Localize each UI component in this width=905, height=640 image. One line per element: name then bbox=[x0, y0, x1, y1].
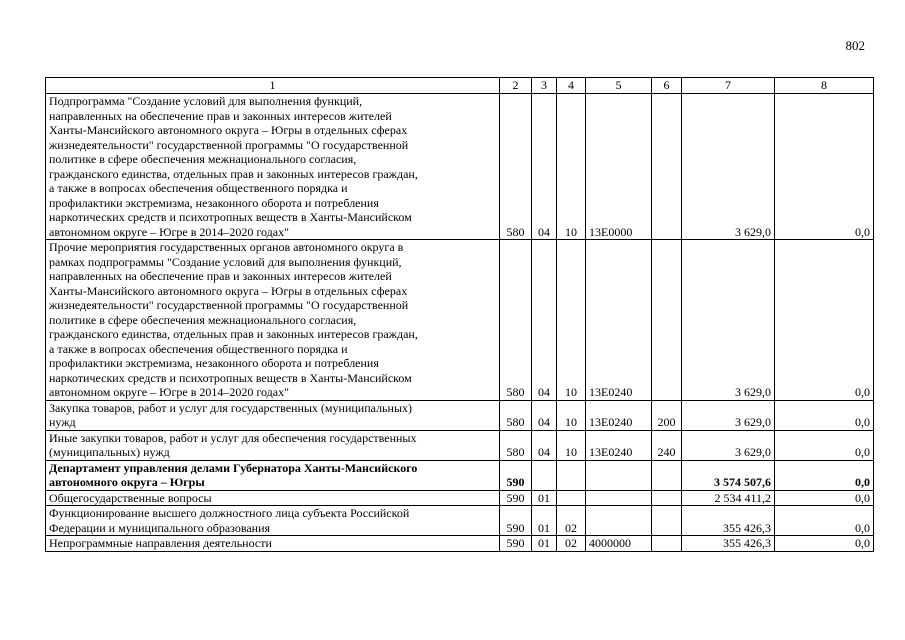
cell-col-4: 02 bbox=[557, 536, 586, 552]
cell-col-4: 10 bbox=[557, 430, 586, 460]
cell-col-2: 590 bbox=[500, 536, 532, 552]
row-description bbox=[46, 506, 500, 536]
cell-col-8: 0,0 bbox=[775, 400, 874, 430]
description-line: нужд bbox=[49, 415, 76, 429]
cell-col-5: 13Е0240 bbox=[586, 430, 652, 460]
description-line: направленных на обеспечение прав и законных интересов жителей bbox=[49, 269, 392, 283]
column-header: 4 bbox=[557, 78, 586, 94]
cell-col-3: 04 bbox=[532, 430, 557, 460]
table-row bbox=[46, 400, 874, 430]
cell-col-2: 580 bbox=[500, 400, 532, 430]
row-description bbox=[46, 400, 500, 430]
description-line: Департамент управления делами Губернатора Ханты-Мансийского bbox=[49, 460, 418, 475]
cell-col-8: 0,0 bbox=[775, 240, 874, 401]
description-line: направленных на обеспечение прав и законных интересов жителей bbox=[49, 108, 392, 123]
cell-col-2: 590 bbox=[500, 506, 532, 536]
cell-col-6 bbox=[652, 94, 682, 240]
cell-col-3: 04 bbox=[532, 94, 557, 240]
description-line: Функционирование высшего должностного лица субъекта Российской bbox=[49, 506, 410, 520]
cell-col-5 bbox=[586, 490, 652, 506]
cell-col-6: 200 bbox=[652, 400, 682, 430]
row-description bbox=[46, 460, 500, 490]
cell-col-6 bbox=[652, 536, 682, 552]
cell-col-3: 01 bbox=[532, 536, 557, 552]
cell-col-7: 355 426,3 bbox=[682, 506, 775, 536]
description-line: Закупка товаров, работ и услуг для государственных (муниципальных) bbox=[49, 400, 413, 415]
table-row bbox=[46, 430, 874, 460]
description-line: Подпрограмма "Создание условий для выполнения функций, bbox=[49, 94, 363, 108]
cell-col-5 bbox=[586, 506, 652, 536]
description-line: Общегосударственные вопросы bbox=[49, 490, 212, 505]
cell-col-2: 580 bbox=[500, 94, 532, 240]
cell-col-8: 0,0 bbox=[775, 94, 874, 240]
description-line: гражданского единства, отдельных прав и законных интересов граждан, bbox=[49, 327, 418, 341]
description-line: наркотических средств и психотропных веществ в Ханты-Мансийском bbox=[49, 370, 412, 385]
description-line: жизнедеятельности" государственной программы "О государственной bbox=[49, 298, 409, 312]
column-header: 6 bbox=[652, 78, 682, 94]
cell-col-5: 13Е0240 bbox=[586, 400, 652, 430]
cell-col-5: 13Е0000 bbox=[586, 94, 652, 240]
description-line: профилактики экстремизма, незаконного оборота и потребления bbox=[49, 356, 379, 370]
cell-col-6: 240 bbox=[652, 430, 682, 460]
description-line: гражданского единства, отдельных прав и законных интересов граждан, bbox=[49, 166, 418, 181]
row-description bbox=[46, 536, 500, 552]
budget-table bbox=[45, 77, 874, 552]
cell-col-8: 0,0 bbox=[775, 536, 874, 552]
table-row bbox=[46, 460, 874, 490]
cell-col-4: 10 bbox=[557, 94, 586, 240]
cell-col-2: 580 bbox=[500, 240, 532, 401]
cell-col-8: 0,0 bbox=[775, 460, 874, 490]
column-header: 2 bbox=[500, 78, 532, 94]
column-header: 3 bbox=[532, 78, 557, 94]
cell-col-4: 10 bbox=[557, 400, 586, 430]
description-line: автономном округе – Югре в 2014–2020 годах" bbox=[49, 224, 289, 239]
description-line: наркотических средств и психотропных веществ в Ханты-Мансийском bbox=[49, 210, 412, 224]
description-line: политике в сфере обеспечения межнационального согласия, bbox=[49, 152, 357, 166]
cell-col-5 bbox=[586, 460, 652, 490]
cell-col-8: 0,0 bbox=[775, 430, 874, 460]
cell-col-2: 580 bbox=[500, 430, 532, 460]
column-header: 5 bbox=[586, 78, 652, 94]
row-description bbox=[46, 490, 500, 506]
cell-col-3: 01 bbox=[532, 490, 557, 506]
cell-col-4 bbox=[557, 490, 586, 506]
column-header: 8 bbox=[775, 78, 874, 94]
description-line: Федерации и муниципального образования bbox=[49, 520, 271, 535]
cell-col-3: 04 bbox=[532, 240, 557, 401]
description-line: Иные закупки товаров, работ и услуг для обеспечения государственных bbox=[49, 430, 417, 445]
description-line: профилактики экстремизма, незаконного оборота и потребления bbox=[49, 195, 379, 210]
cell-col-6 bbox=[652, 460, 682, 490]
table-row bbox=[46, 490, 874, 506]
cell-col-3: 04 bbox=[532, 400, 557, 430]
cell-col-4 bbox=[557, 460, 586, 490]
description-line: жизнедеятельности" государственной программы "О государственной bbox=[49, 137, 409, 152]
description-line: а также в вопросах обеспечения общественного порядка и bbox=[49, 341, 348, 356]
cell-col-6 bbox=[652, 240, 682, 401]
cell-col-3 bbox=[532, 460, 557, 490]
cell-col-7: 3 629,0 bbox=[682, 94, 775, 240]
cell-col-2: 590 bbox=[500, 490, 532, 506]
table-row bbox=[46, 240, 874, 401]
cell-col-4: 02 bbox=[557, 506, 586, 536]
description-line: автономного округа – Югры bbox=[49, 475, 205, 489]
cell-col-2: 590 bbox=[500, 460, 532, 490]
cell-col-7: 3 629,0 bbox=[682, 400, 775, 430]
cell-col-7: 3 574 507,6 bbox=[682, 460, 775, 490]
column-header: 7 bbox=[682, 78, 775, 94]
description-line: Ханты-Мансийского автономного округа – Югры в отдельных сферах bbox=[49, 283, 408, 298]
cell-col-4: 10 bbox=[557, 240, 586, 401]
cell-col-5: 4000000 bbox=[586, 536, 652, 552]
cell-col-5: 13Е0240 bbox=[586, 240, 652, 401]
row-description bbox=[46, 430, 500, 460]
description-line: (муниципальных) нужд bbox=[49, 445, 170, 459]
row-description bbox=[46, 240, 500, 401]
description-line: автономном округе – Югре в 2014–2020 годах" bbox=[49, 385, 289, 399]
cell-col-7: 355 426,3 bbox=[682, 536, 775, 552]
cell-col-8: 0,0 bbox=[775, 490, 874, 506]
cell-col-6 bbox=[652, 490, 682, 506]
table-row bbox=[46, 506, 874, 536]
cell-col-7: 2 534 411,2 bbox=[682, 490, 775, 506]
row-description bbox=[46, 94, 500, 240]
table-row bbox=[46, 94, 874, 240]
description-line: рамках подпрограммы "Создание условий для выполнения функций, bbox=[49, 254, 402, 269]
cell-col-8: 0,0 bbox=[775, 506, 874, 536]
page-number: 802 bbox=[845, 38, 865, 53]
description-line: политике в сфере обеспечения межнационального согласия, bbox=[49, 312, 357, 327]
cell-col-7: 3 629,0 bbox=[682, 240, 775, 401]
cell-col-6 bbox=[652, 506, 682, 536]
description-line: Непрограммные направления деятельности bbox=[49, 536, 272, 550]
table-row bbox=[46, 536, 874, 552]
description-line: а также в вопросах обеспечения общественного порядка и bbox=[49, 181, 348, 195]
description-line: Ханты-Мансийского автономного округа – Югры в отдельных сферах bbox=[49, 123, 408, 137]
cell-col-7: 3 629,0 bbox=[682, 430, 775, 460]
cell-col-3: 01 bbox=[532, 506, 557, 536]
column-header: 1 bbox=[46, 78, 500, 94]
description-line: Прочие мероприятия государственных органов автономного округа в bbox=[49, 240, 404, 254]
header-row bbox=[46, 78, 874, 94]
